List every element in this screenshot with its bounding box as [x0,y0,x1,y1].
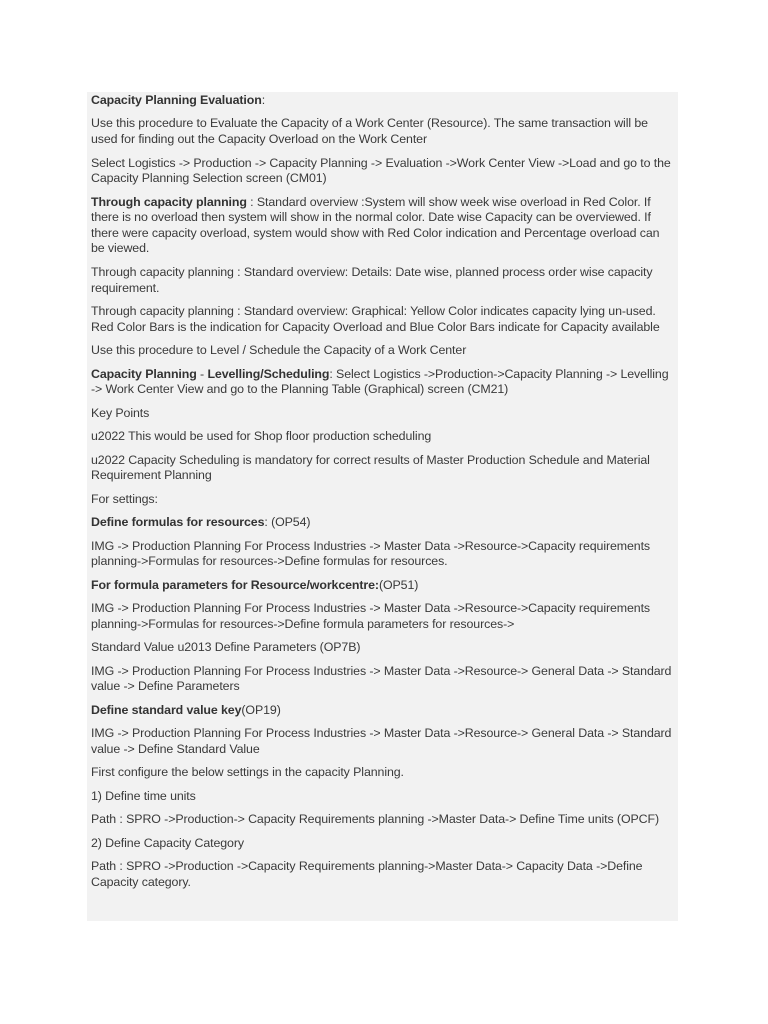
document-page [87,92,678,921]
paragraph-text: : [261,93,266,107]
paragraph-text: Select Logistics -> Production -> Capacity Planning -> Evaluation ->Work Center View ->Load and go to the Capacity Planning Selection screen (CM01) [91,155,671,186]
paragraph [91,703,674,719]
paragraph [91,812,674,828]
paragraph [91,578,674,594]
paragraph-text: First configure the below settings in the capacity Planning. [91,765,404,780]
paragraph-text: u2022 This would be used for Shop floor production scheduling [91,429,432,444]
paragraph [91,859,674,890]
paragraph [91,789,674,805]
list-item [91,429,674,445]
bold-text: For formula parameters for Resource/workcentre: [91,577,379,592]
paragraph-text: IMG -> Production Planning For Process Industries -> Master Data ->Resource->Capacity requirements planning->Formulas for resources->Define formula parameters for resources-> [91,601,651,631]
paragraph [91,367,674,398]
document-body [87,93,678,891]
paragraph-text: IMG -> Production Planning For Process Industries -> Master Data ->Resource-> General Data -> Standard value -> Define Parameters [91,663,672,694]
paragraph-text: IMG -> Production Planning For Process Industries -> Master Data ->Resource->Capacity requirements planning->Formulas for resources->Define formulas for resources. [91,538,651,569]
paragraph [91,343,674,359]
bold-text: Define standard value key [91,702,242,717]
paragraph-text: (OP51) [378,577,419,592]
paragraph [91,304,674,335]
paragraph [91,156,674,187]
paragraph-text: Through capacity planning : Standard overview: Details: Date wise, planned process order wise capacity requirement. [91,264,653,295]
paragraph [91,726,674,757]
list-item [91,453,674,484]
bold-text: Define formulas for resources [91,515,265,530]
bold-text: Capacity Planning Evaluation [91,93,262,107]
bold-text: Levelling/Scheduling [207,366,330,381]
paragraph-text: Standard Value u2013 Define Parameters (OP7B) [91,640,361,655]
paragraph [91,539,674,570]
heading-capacity-planning-evaluation [91,93,674,109]
paragraph [91,515,674,531]
paragraph [91,640,674,656]
paragraph-text: Through capacity planning : Standard overview: Graphical: Yellow Color indicates capacity lying un-used. Red Color Bars is the indication for Capacity Overload and Blue Color Bars indicate for Capacity available [91,303,660,334]
paragraph-text: : (OP54) [264,515,311,530]
paragraph-text: Key Points [91,405,150,420]
paragraph-text: IMG -> Production Planning For Process Industries -> Master Data ->Resource-> General Data -> Standard value -> Define Standard Value [91,726,672,756]
paragraph [91,492,674,508]
paragraph-text: Path : SPRO ->Production-> Capacity Requirements planning ->Master Data-> Define Time units (OPCF) [91,812,659,827]
paragraph [91,116,674,147]
paragraph [91,664,674,695]
paragraph-text: (OP19) [241,702,281,717]
paragraph-text: 2) Define Capacity Category [91,835,244,850]
paragraph [91,265,674,296]
paragraph-text: For settings: [91,491,158,506]
paragraph-text: Path : SPRO ->Production ->Capacity Requirements planning->Master Data-> Capacity Data ->Define Capacity category. [91,859,643,889]
paragraph-text: Use this procedure to Level / Schedule the Capacity of a Work Center [91,343,467,358]
paragraph-text: - [196,366,208,381]
paragraph-text: u2022 Capacity Scheduling is mandatory for correct results of Master Production Schedule and Material Requirement Planning [91,452,650,483]
paragraph-text: Use this procedure to Evaluate the Capacity of a Work Center (Resource). The same transaction will be used for finding out the Capacity Overload on the Work Center [91,116,648,147]
bold-text: Capacity Planning [91,366,197,381]
paragraph [91,765,674,781]
paragraph [91,836,674,852]
paragraph [91,406,674,422]
paragraph-text: : Standard overview :System will show week wise overload in Red Color. If there is no overload then system will show in the normal color. Date wise Capacity can be overviewed. If there were capacity overload, system would show with Red Color indication and Percentage overload can be viewed. [91,194,660,256]
paragraph [91,195,674,257]
paragraph-text: : Select Logistics ->Production->Capacity Planning -> Levelling -> Work Center View and go to the Planning Table (Graphical) screen (CM21) [91,366,669,397]
paragraph-text: 1) Define time units [91,788,196,803]
bold-text: Through capacity planning [91,194,247,209]
paragraph [91,601,674,632]
